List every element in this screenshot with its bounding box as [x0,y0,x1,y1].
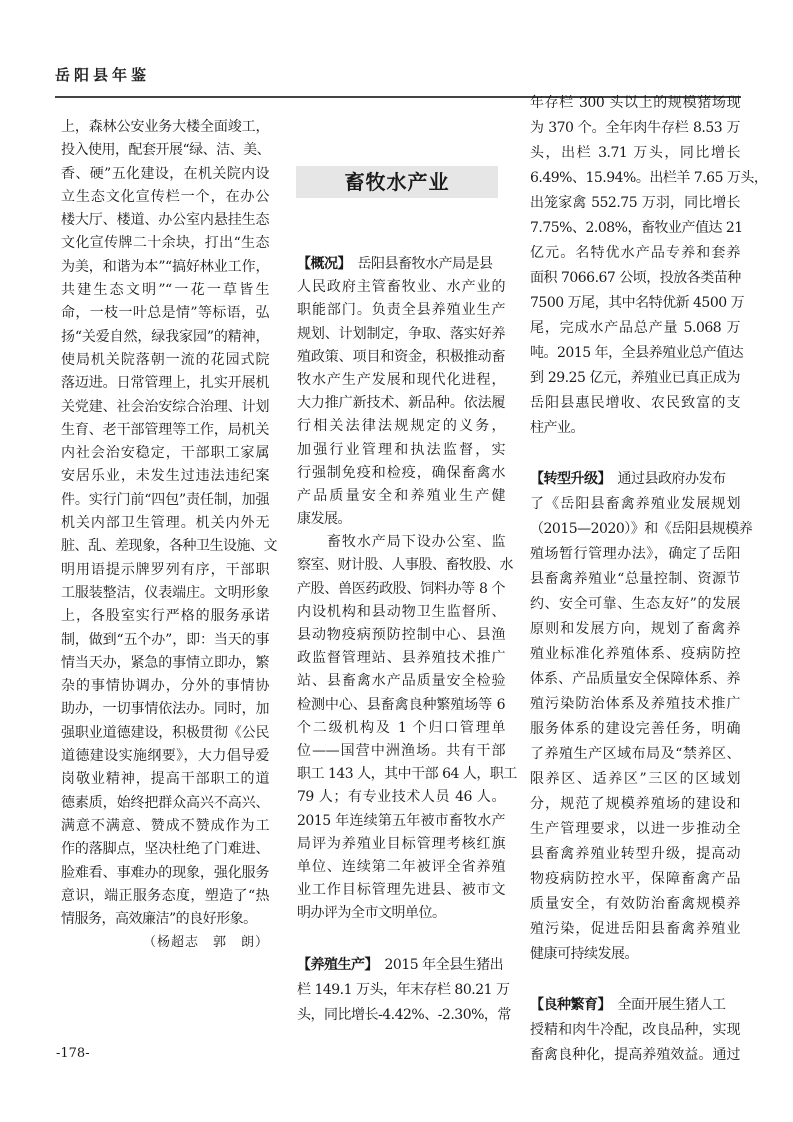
text-line: 授精和肉牛冷配，改良品种，实现 [530,1022,740,1038]
text-line: 牧水产生产发展和现代化进程， [297,371,505,388]
text-line: 文化宣传牌二十余块，打出“生态 [61,235,269,252]
col1-lines [61,116,277,931]
text-line: 安居乐业，未发生过违法违纪案 [61,468,269,485]
text-line: 明用语提示牌罗列有序，干部职 [61,561,269,578]
text-line: 行相关法律法规规定的义务， [297,418,505,435]
text-line: 脸难看、事难办的现象，强化服务 [61,864,269,881]
section-title: 畜牧水产业 [296,166,498,198]
text-line: 落迈进。日常管理上，扎实开展机 [61,375,269,392]
section-lead-text: 岳阳县畜牧水产局是县 [344,256,493,272]
text-line: 意识，端正服务态度，塑造了“热 [61,887,269,904]
text-line: 德素质，始终把群众高兴不高兴、 [61,794,269,811]
author-credit: （杨超志 郭 朗） [142,935,269,951]
text-line: 殖场暂行管理办法》，确定了岳阳 [530,546,740,562]
text-line: 道德建设实施纲要》，大力倡导爱 [61,748,269,765]
text-line: 大力推广新技术、新品种。依法履 [297,395,505,412]
text-line: 栏 149.1 万头，年末存栏 80.21 万 [297,982,510,998]
text-line: 件。实行门前“四包”责任制，加强 [61,491,269,508]
text-line: 出笼家禽 552.75 万羽，同比增长 [530,195,740,211]
text-line: 限养区、适养区”三区的区域划 [530,771,740,787]
text-line: 脏、乱、差现象，各种卫生设施、文 [61,538,277,555]
text-line: 政监督管理站、县养殖技术推广 [297,650,505,667]
text-line: 情当天办，紧急的事情立即办，繁 [61,654,269,671]
text-line: 人民政府主管畜牧业、水产业的 [297,279,505,296]
section-heading: 【概况】 [297,256,344,272]
text-line: 为美，和谐为本”“搞好林业工作， [61,258,269,275]
breeding-section [297,953,511,1028]
text-line: 了养殖生产区域布局及“禁养区、 [530,746,740,762]
upgrade-section [530,467,753,967]
text-line: 产股、兽医药政股、饲料办等 8 个 [297,580,505,597]
text-line: 县畜禽养殖业转型升级，提高动 [530,846,740,862]
text-line: 殖污染，促进岳阳县畜禽养殖业 [530,921,740,937]
section-heading: 【养殖生产】 [297,957,371,973]
text-line: 检测中心、县畜禽良种繁殖场等 6 [297,696,505,713]
text-line: 柱产业。 [530,420,584,436]
text-line: 生育、老干部管理等工作，局机关 [61,421,269,438]
col1-text [61,116,277,955]
text-line: 到 29.25 亿元，养殖业已真正成为 [530,370,740,386]
text-line: 物疫病防控水平，保障畜禽产品 [530,871,740,887]
text-line: 头，出栏 3.71 万头，同比增长 [530,145,740,161]
text-line: 使局机关院落朝一流的花园式院 [61,351,269,368]
text-line: 满意不满意、赞成不赞成作为工 [61,817,269,834]
text-line: 79 人；有专业技术人员 46 人。 [297,789,505,806]
section-heading: 【转型升级】 [530,471,604,487]
text-line: 业工作目标管理先进县、被市文 [297,882,505,899]
text-line: 命，一枝一叶总是情”等标语，弘 [61,305,269,322]
text-line: 6.49%、15.94%。出栏羊 7.65 万头， [530,170,768,186]
text-line: 杂的事情协调办，分外的事情协 [61,678,269,695]
text-line: 产品质量安全和养殖业生产健 [297,487,505,504]
text-line: 康发展。 [297,511,351,528]
text-line: （2015—2020）》和《岳阳县规模养 [530,521,753,537]
text-line: 上，各股室实行严格的服务承诺 [61,608,269,625]
text-line: 行强制免疫和检疫，确保畜禽水 [297,464,505,481]
seed-section [530,993,740,1068]
text-line: 畜牧水产局下设办公室、监 [297,534,505,551]
text-line: 县动物疫病预防控制中心、县渔 [297,627,505,643]
text-line: 殖业标准化养殖体系、疫病防控 [530,646,740,662]
text-line: 岗敬业精神，提高干部职工的道 [61,771,269,788]
text-line: 加强行业管理和执法监督，实 [297,441,505,458]
text-line: 职能部门。负责全县养殖业生产 [297,302,505,319]
text-line: 尾，完成水产品总产量 5.068 万 [530,320,740,336]
text-line: 作的落脚点，坚决杜绝了门难进、 [61,841,269,858]
section-lead-text: 2015 年全县生猪出 [371,957,504,973]
text-line: 年存栏 300 头以上的规模猪场现 [530,95,740,111]
text-line: 察室、财计股、人事股、畜牧股、水 [297,557,513,574]
text-line: 单位、连续第二年被评全省养殖 [297,858,505,875]
text-line: 吨。2015 年，全县养殖业总产值达 [530,345,744,361]
overview-section [297,253,517,925]
text-line: 约、安全可靠、生态友好”的发展 [530,596,740,612]
text-line: 上，森林公安业务大楼全面竣工， [61,119,269,135]
text-line: 助办，一切事情依法办。同时，加 [61,701,269,718]
section-lead-text: 通过县政府办发布 [604,471,726,487]
text-line: 职工 143 人，其中干部 64 人，职工 [297,766,517,783]
text-line: 岳阳县惠民增收、农民致富的支 [530,395,740,411]
section-first-line [530,467,740,492]
text-line: 原则和发展方向，规划了畜禽养 [530,621,740,637]
text-line: 质量安全，有效防治畜禽规模养 [530,896,740,912]
text-line: 7.75%、2.08%，畜牧业产值达 21 [530,220,743,236]
text-line: 规划、计划制定，争取、落实好养 [297,325,505,342]
page-number: -178- [56,1046,90,1061]
text-line: 生产管理要求，以进一步推动全 [530,821,740,837]
text-line: 制，做到“五个办”，即：当天的事 [61,631,269,648]
text-line: 立生态文化宣传栏一个，在办公 [61,188,269,205]
section-first-line [297,953,505,978]
text-line: 扬“关爱自然，绿我家园”的精神， [61,328,269,345]
text-line: 为 370 个。全年肉牛存栏 8.53 万 [530,120,740,136]
text-line: 服务体系的建设完善任务，明确 [530,721,740,737]
section-lead-text: 全面开展生猪人工 [604,997,726,1013]
text-line: 位——国营中洲渔场。共有干部 [297,742,505,759]
text-line: 7500 万尾，其中名特优新 4500 万 [530,295,745,311]
section-heading: 【良种繁育】 [530,997,604,1013]
text-line: 个二级机构及 1 个归口管理单 [297,719,505,736]
text-line: 2015 年连续第五年被市畜牧水产 [297,812,505,829]
text-line: 了《岳阳县畜禽养殖业发展规划 [530,496,740,512]
text-line: 亿元。名特优水产品专养和套养 [530,245,740,261]
text-line: 分，规范了规模养殖场的建设和 [530,796,740,812]
text-line: 殖政策、项目和资金，积极推动畜 [297,348,505,365]
text-line: 站、县畜禽水产品质量安全检验 [297,673,505,690]
text-line: 机关内部卫生管理。机关内外无 [61,515,269,532]
text-line: 楼大厅、楼道、办公室内悬挂生态 [61,212,269,229]
text-line: 殖污染防治体系及养殖技术推广 [530,696,740,712]
col3-continuation [530,91,768,441]
text-line: 关党建、社会治安综合治理、计划 [61,398,269,415]
text-line: 头，同比增长-4.42%、-2.30%，常 [297,1007,511,1023]
text-line: 共建生态文明”“一花一草皆生 [61,282,269,299]
text-line: 香、硬”五化建设，在机关院内设 [61,165,269,182]
text-line: 局评为养殖业目标管理考核红旗 [297,835,505,852]
text-line: 面积 7066.67 公顷，投放各类苗种 [530,270,741,286]
text-line: 内设机构和县动物卫生监督所、 [297,603,505,620]
text-line: 体系、产品质量安全保障体系、养 [530,671,740,687]
text-line: 县畜禽养殖业“总量控制、资源节 [530,571,740,587]
text-line: 内社会治安稳定，干部职工家属 [61,445,269,462]
text-line: 工服装整洁，仪表端庄。文明形象 [61,584,269,601]
text-line: 强职业道德建设，积极贯彻《公民 [61,724,269,741]
text-line: 投入使用，配套开展“绿、洁、美、 [61,142,271,159]
text-line: 畜禽良种化，提高养殖效益。通过 [530,1047,740,1063]
text-line: 健康可持续发展。 [530,946,638,962]
text-line: 情服务，高效廉洁”的良好形象。 [61,911,257,928]
running-header: 岳阳县年鉴 [55,66,151,84]
section-first-line [530,993,740,1018]
text-line: 明办评为全市文明单位。 [297,905,446,922]
section-first-line [297,253,505,276]
